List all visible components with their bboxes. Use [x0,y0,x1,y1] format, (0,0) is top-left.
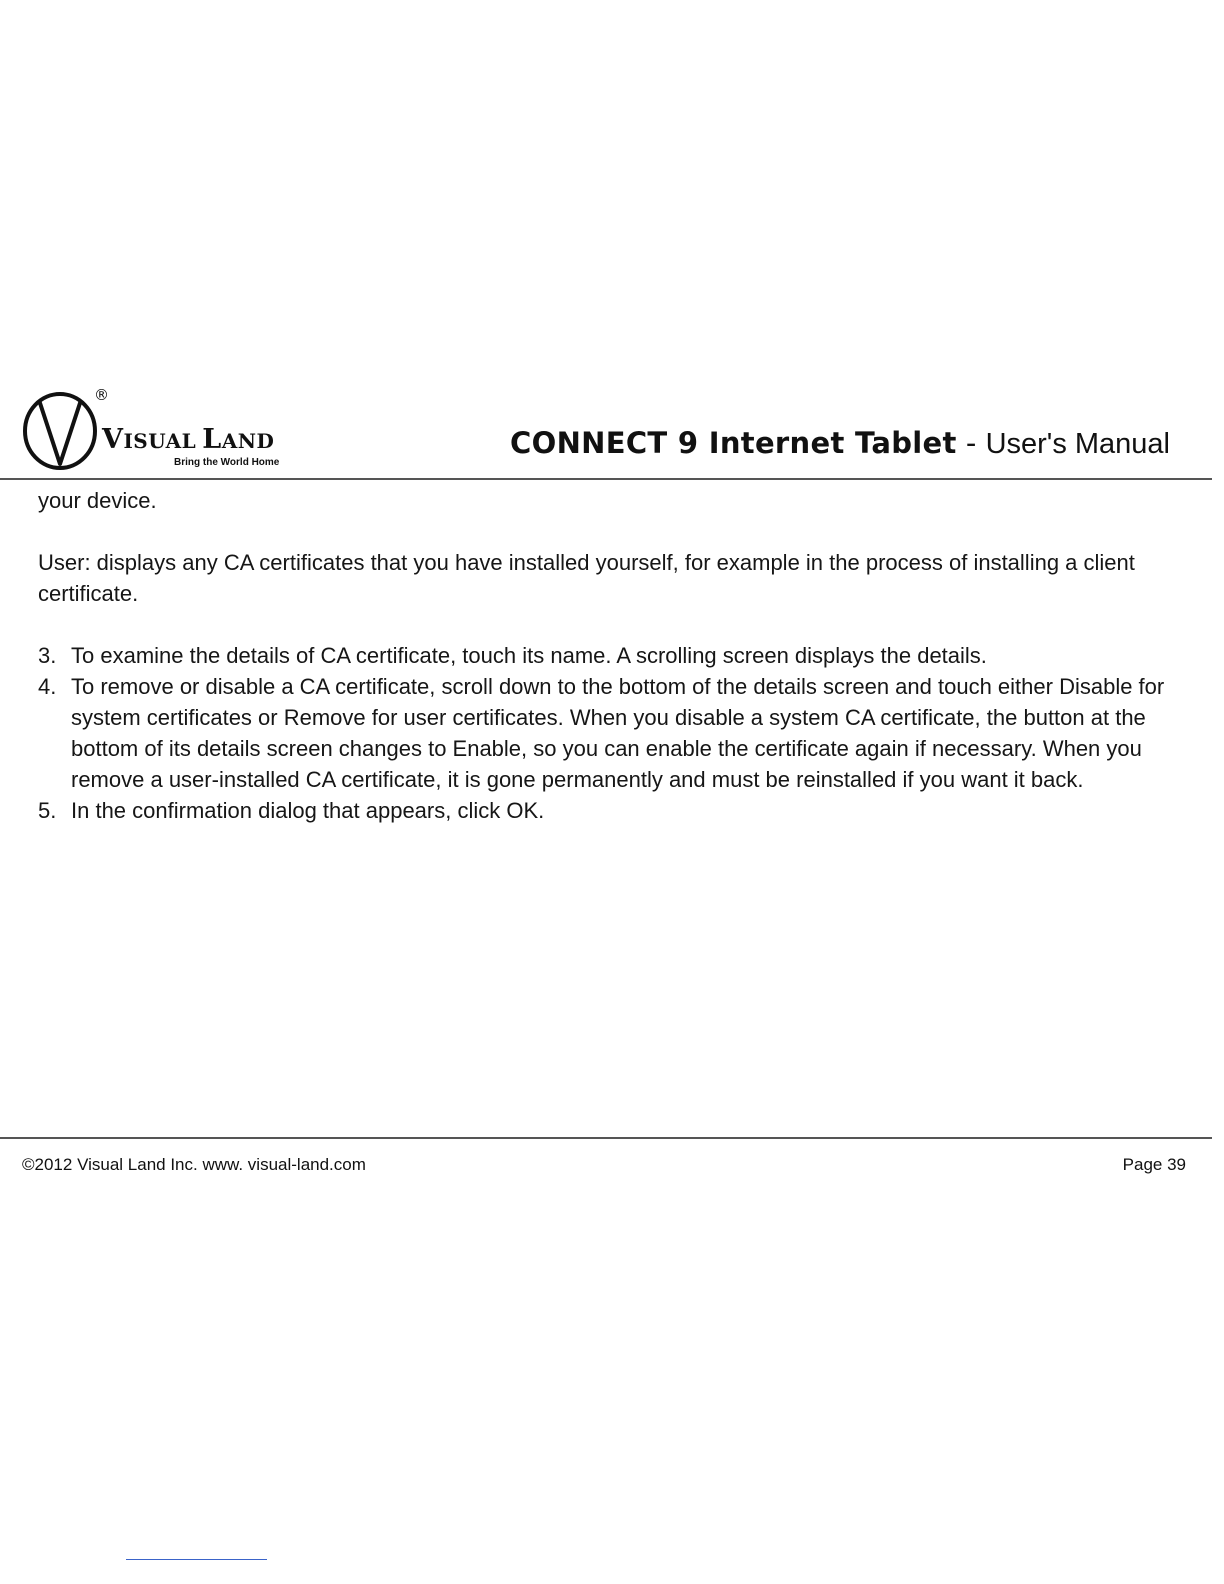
list-item [38,671,1198,795]
product-name: CONNECT 9 Internet Tablet [510,426,957,460]
brand-name-rest: ISUAL [123,429,197,453]
brand-name [102,424,274,455]
intro-continuation: your device. [38,488,157,513]
brand-name-second-initial: L [202,424,222,455]
page-body [38,485,1198,826]
user-certificates-paragraph: User: displays any CA certificates that you have installed yourself, for example in the process of installing a client certificate. [38,550,1135,606]
step-text: To remove or disable a CA certificate, scroll down to the bottom of the details screen and touch either Disable for system certificates or Remove for user certificates. When you disable a system CA certificate, the button at the bottom of its details screen changes to Enable, so you can enable the certificate again if necessary. When you remove a user-installed CA certificate, it is gone permanently and must be reinstalled if you want it back. [71,674,1165,792]
registered-mark: ® [94,386,109,404]
title-separator: - [965,426,977,460]
step-text: To examine the details of CA certificate, touch its name. A scrolling screen displays the details. [71,643,987,668]
document-title [510,425,1170,462]
step-number: 4. [38,674,57,699]
brand-tagline: Bring the World Home [174,457,280,468]
link-underline [126,1559,267,1560]
footer-divider [0,1137,1212,1139]
header-divider [0,478,1212,480]
brand-name-second-rest: AND [221,429,275,453]
footer-copyright: ©2012 Visual Land Inc. www. visual-land.com [22,1155,366,1174]
step-number: 3. [38,643,57,668]
manual-subtitle: User's Manual [985,428,1170,460]
brand-logo [22,388,322,474]
brand-name-first-letter: V [102,424,124,455]
list-item [38,640,1198,671]
steps-list [38,640,1198,826]
page-number: Page 39 [1122,1155,1186,1174]
logo-v-icon [22,390,102,470]
step-number: 5. [38,798,57,823]
step-text: In the confirmation dialog that appears, click OK. [71,798,545,823]
list-item [38,795,1198,826]
